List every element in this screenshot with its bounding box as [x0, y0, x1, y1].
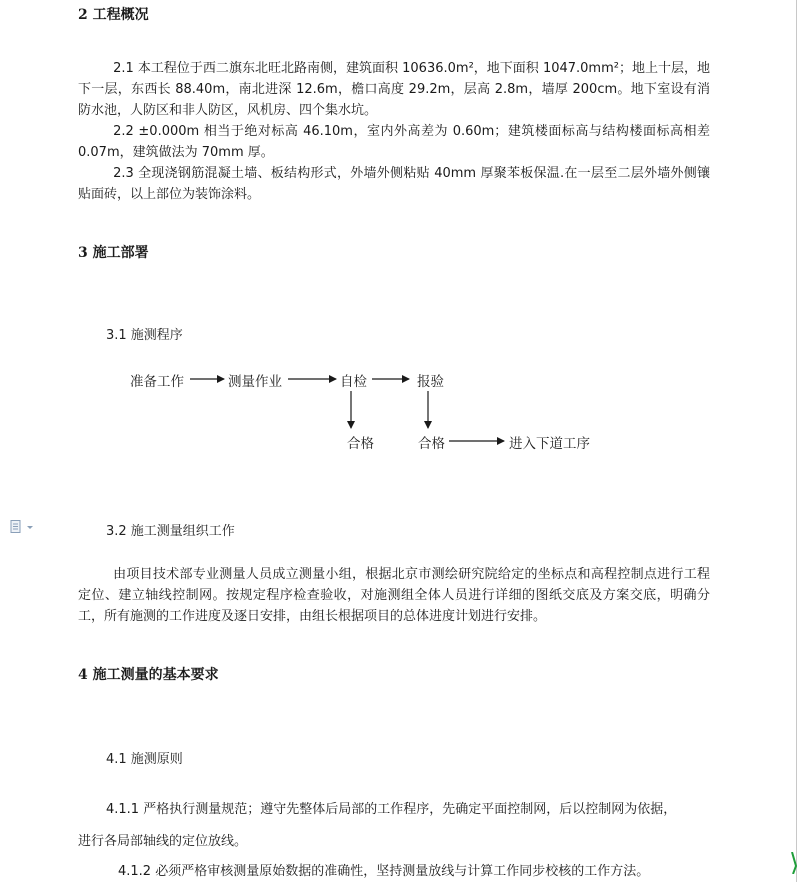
section-3-heading: 3 施工部署	[78, 245, 149, 261]
flow-node-pass-2: 合格	[418, 436, 445, 452]
subheading-4-1: 4.1 施测原则	[106, 752, 183, 767]
edge-marker	[791, 852, 797, 874]
rule-4-1-1-line-2: 进行各局部轴线的定位放线。	[78, 834, 248, 849]
rule-4-1-2: 4.1.2 必须严格审核测量原始数据的准确性，坚持测量放线与计算工作同步校核的工作方法。	[118, 864, 650, 879]
paragraph-2-1: 2.1 本工程位于西二旗东北旺北路南侧，建筑面积 10636.0m²，地下面积 1047.0mm²；地上十层，地下一层，东西长 88.40m，南北进深 12.6m，檐口高度 29.2m，层高 2.8m，墙厚 200cm。地下室设有消防水池，人防区和非人防区，风机房、四个集水坑。	[78, 61, 710, 118]
paragraph-3-2: 由项目技术部专业测量人员成立测量小组，根据北京市测绘研究院给定的坐标点和高程控制点进行工程定位、建立轴线控制网。按规定程序检查验收，对施测组全体人员进行详细的图纸交底及方案交底，明确分工，所有施测的工作进度及逐日安排，由组长根据项目的总体进度计划进行安排。	[78, 567, 710, 624]
subheading-3-1: 3.1 施测程序	[106, 328, 183, 343]
rule-4-1-1-line-1: 4.1.1 严格执行测量规范；遵守先整体后局部的工作程序，先确定平面控制网，后以控制网为依据，	[106, 802, 677, 817]
page-edge	[796, 0, 797, 882]
paragraph-2-2: 2.2 ±0.000m 相当于绝对标高 46.10m，室内外高差为 0.60m；建筑楼面标高与结构楼面标高相差 0.07m，建筑做法为 70mm 厚。	[78, 124, 710, 160]
paragraph-2-3: 2.3 全现浇钢筋混凝土墙、板结构形式，外墙外侧粘贴 40mm 厚聚苯板保温.在一层至二层外墙外侧镶贴面砖，以上部位为装饰涂料。	[78, 166, 710, 202]
flow-node-selfcheck: 自检	[340, 374, 367, 390]
section-2-heading: 2 工程概况	[78, 7, 149, 23]
subheading-3-2: 3.2 施工测量组织工作	[106, 524, 235, 539]
flow-node-prepare: 准备工作	[130, 374, 184, 390]
section-2-body	[78, 58, 710, 205]
flow-node-next: 进入下道工序	[509, 436, 590, 452]
flow-node-survey: 测量作业	[228, 374, 282, 390]
flow-node-report: 报验	[417, 374, 444, 390]
section-4-heading: 4 施工测量的基本要求	[78, 667, 219, 683]
section-3-2-body	[78, 564, 710, 627]
flow-node-pass-1: 合格	[347, 436, 374, 452]
document-comment-icon[interactable]	[10, 520, 36, 537]
